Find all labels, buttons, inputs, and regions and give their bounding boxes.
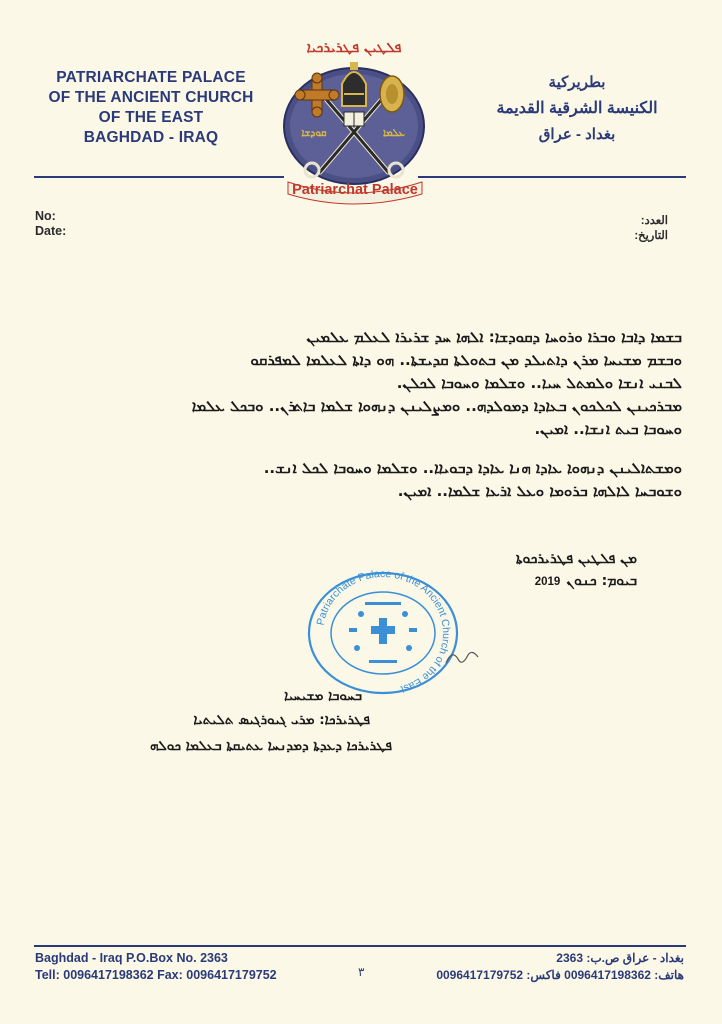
closing-line: ܡܢ ܦܠܛܝܢ ܦܛܪܝܪܟܘܬܐ: [515, 551, 637, 567]
body-line: ܘܡܫܬܐܠܝܢܢ ܕܢܗܘܐ ܥܐܕܐ ܗܢܐ ܥܐܕܐ ܕܒܘܝܐܐ.. ܘܫܠܡܐ ܘܚܘܒܐ ܠܟܠ ܐܢܫ..: [263, 459, 682, 477]
header-en-line-4: BAGHDAD - IRAQ: [83, 129, 219, 146]
header-ar-line-2: الكنيسة الشرقية القديمة: [496, 100, 658, 117]
header-ar-line-3: بغداد - عراق: [538, 126, 616, 143]
closing-year: 2019: [534, 576, 561, 588]
official-stamp: [305, 570, 461, 696]
footer-divider: [34, 945, 686, 947]
header-arabic: [472, 70, 682, 148]
signature-line-1: ܒܚܘܒܐ ܡܫܝܚܝܐ: [284, 688, 362, 704]
header-ar-line-1: بطريركية: [548, 74, 606, 91]
emblem-top-script: ܦܠܛܝܢ ܦܛܪܝܪܟܝܐ: [306, 40, 402, 56]
signature-mark: [442, 641, 482, 671]
emblem-banner-text: Patriarchat Palace: [292, 182, 418, 198]
signature-line-3: ܦܛܪܝܪܟܐ ܕܥܕܬܐ ܕܡܕܢܚܐ ܥܬܝܩܬܐ ܒܥܠܡܐ ܟܘܠܗ: [150, 738, 392, 754]
emblem-right-script: ܥܠܡܐ: [383, 128, 405, 139]
header-en-line-3: OF THE EAST: [98, 109, 204, 126]
body-line: ܘܒܫܡ ܡܫܝܚܐ ܡܪܢ ܕܐܬܝܠܕ ܡܢ ܒܬܘܠܬܐ ܩܕܝܫܬܐ.. ܗܘ ܕܐܬܐ ܠܥܠܡܐ ܠܡܦܪܩܘ: [250, 351, 682, 369]
closing-block: [516, 548, 637, 593]
body-paragraph-3: [72, 457, 682, 503]
page-number: ٣: [358, 965, 365, 979]
header-english: [36, 68, 266, 148]
body-line: ܠܒܢܝ ܐܢܫܐ ܘܠܡܬܠ ܚܝܐ.. ܘܫܠܡܐ ܘܚܘܒܐ ܠܟܠܢ.: [396, 374, 682, 392]
footer-en-address: Baghdad - Iraq P.O.Box No. 2363: [35, 951, 228, 965]
no-label-arabic: العدد:: [640, 215, 668, 227]
patriarchate-emblem: [272, 32, 437, 207]
body-paragraph-1: [72, 326, 682, 395]
footer-en-phones: Tell: 0096417198362 Fax: 0096417179752: [35, 968, 277, 982]
footer-english: [35, 950, 277, 984]
closing-date: [516, 570, 637, 593]
body-line: ܘܚܘܒܐ ܒܝܬ ܐܢܫܐ.. ܐܡܝܢ.: [534, 420, 682, 438]
header-divider-left: [34, 176, 284, 178]
footer-ar-phones: هاتف: 0096417198362 فاكس: 0096417179752: [436, 968, 684, 982]
no-label: No:: [35, 209, 56, 223]
header-en-line-2: OF THE ANCIENT CHURCH: [48, 89, 254, 106]
footer-arabic: [436, 950, 684, 984]
header-divider-right: [418, 176, 686, 178]
date-label: Date:: [35, 224, 67, 238]
body-paragraph-2: [72, 395, 682, 441]
footer-ar-address: بغداد - عراق ص.ب: 2363: [556, 951, 684, 965]
closing-date-label: ܒܝܘܡ: ܟܢܘܢ: [566, 573, 637, 589]
signature-line-2: ܦܛܪܝܪܟܐ: ܡܪܝ ܓܝܘܪܓܝܣ ܬܠܝܬܝܐ: [193, 712, 370, 728]
body-line: ܘܫܘܒܚܐ ܠܐܠܗܐ ܒܪܘܡܐ ܘܥܠ ܐܪܥܐ ܫܠܡܐ.. ܐܡܝܢ.: [397, 482, 682, 500]
header-en-line-1: PATRIARCHATE PALACE: [56, 69, 246, 86]
body-line: ܒܫܡܐ ܕܐܒܐ ܘܒܪܐ ܘܪܘܚܐ ܕܩܘܕܫܐ: ܐܠܗܐ ܚܕ ܫܪܝܪܐ ܠܥܠܡ ܥܠܡܝܢ: [306, 328, 682, 346]
body-line: ܡܒܪܟܝܢܢ ܠܟܠܟܘܢ ܒܥܐܕܐ ܕܡܘܠܕܗ.. ܘܡܨܠܝܢܢ ܕܢܗܘܐ ܫܠܡܐ ܒܐܬܪܢ.. ܘܒܟܠ ܥܠܡܐ: [191, 397, 682, 415]
letter-body: [72, 326, 682, 503]
emblem-left-script: ܩܘܕܫܐ: [301, 128, 327, 139]
stamp-outer-text: Patriarchate Palace of the Ancient Church of the East: [314, 570, 453, 696]
date-label-arabic: التاريخ:: [634, 230, 668, 242]
